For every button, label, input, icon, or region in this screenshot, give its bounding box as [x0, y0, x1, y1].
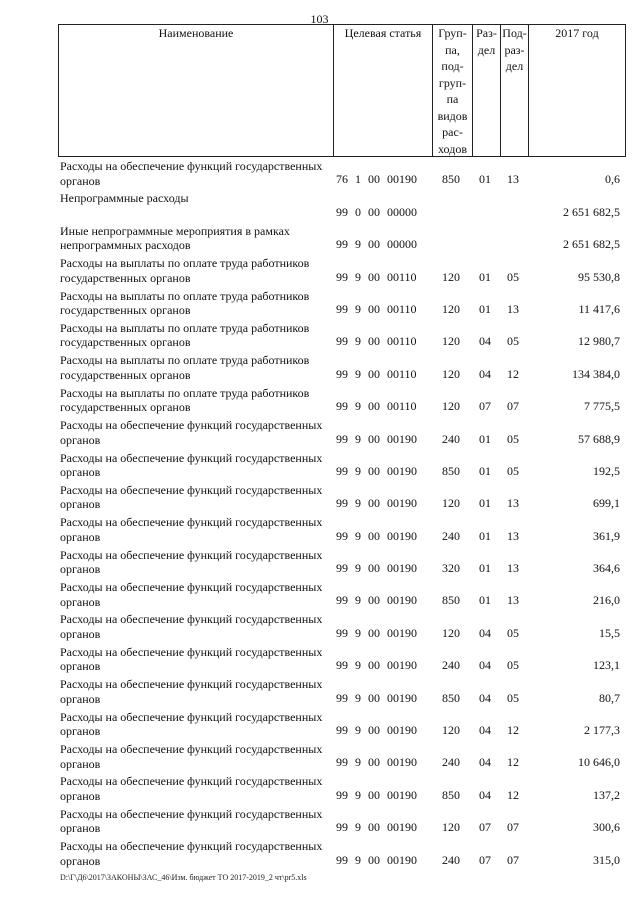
- row-sum: 11 417,6: [578, 301, 620, 316]
- row-sum: 2 651 682,5: [563, 237, 620, 252]
- table-row: [58, 837, 626, 869]
- table-row: [58, 254, 626, 286]
- header-group-line: па: [446, 92, 459, 106]
- row-podrazdel: 13: [507, 301, 519, 316]
- table-row: [58, 610, 626, 642]
- row-group: 850: [442, 463, 460, 478]
- row-podrazdel: 07: [507, 852, 519, 867]
- row-target: 99 9 00 00190: [336, 820, 417, 835]
- row-group: 850: [442, 172, 460, 187]
- row-group: 240: [442, 528, 460, 543]
- row-name: Расходы на обеспечение функций государственных органов: [60, 547, 323, 577]
- row-group: 120: [442, 723, 460, 738]
- row-target: 99 9 00 00000: [336, 237, 417, 252]
- table-row: [58, 513, 626, 545]
- row-razdel: 04: [479, 366, 491, 381]
- table-row: [58, 675, 626, 707]
- row-podrazdel: 13: [507, 528, 519, 543]
- row-group: 120: [442, 301, 460, 316]
- table-row: [58, 287, 626, 319]
- header-year: 2017 год: [528, 25, 625, 156]
- budget-table: [58, 24, 626, 870]
- row-group: 120: [442, 399, 460, 414]
- file-path-footer: D:\Г\Д6\2017\ЗАКОНЫ\ЗАС_46\Изм. бюджет ТО 2017-2019_2 чт\pr5.xls: [60, 873, 307, 882]
- row-razdel: 04: [479, 755, 491, 770]
- header-group-line: ходов: [438, 141, 467, 156]
- row-name: Расходы на обеспечение функций государственных органов: [60, 612, 323, 641]
- row-razdel: 01: [479, 301, 491, 316]
- row-sum: 7 775,5: [584, 399, 620, 414]
- row-name: Расходы на обеспечение функций государственных органов: [60, 774, 323, 803]
- row-sum: 2 177,3: [584, 723, 620, 738]
- table-row: [58, 222, 626, 254]
- header-group: [432, 25, 472, 156]
- row-group: 850: [442, 787, 460, 802]
- row-group: 850: [442, 593, 460, 608]
- row-podrazdel: 05: [507, 658, 519, 673]
- table-row: [58, 384, 626, 416]
- row-target: 99 9 00 00190: [336, 496, 417, 511]
- table-row: [58, 578, 626, 610]
- row-sum: 361,9: [593, 528, 620, 543]
- row-name: Расходы на обеспечение функций государственных органов: [60, 677, 323, 706]
- row-target: 99 9 00 00110: [336, 269, 417, 284]
- row-target: 99 9 00 00110: [336, 366, 417, 381]
- row-name: Расходы на выплаты по оплате труда работников государственных органов: [60, 256, 310, 285]
- row-podrazdel: 13: [507, 593, 519, 608]
- row-name: Расходы на обеспечение функций государственных органов: [60, 418, 323, 447]
- row-name: Расходы на выплаты по оплате труда работников государственных органов: [60, 288, 310, 318]
- row-podrazdel: 12: [507, 755, 519, 770]
- row-name: Расходы на обеспечение функций государственных органов: [60, 482, 323, 512]
- row-razdel: 01: [479, 431, 491, 446]
- table-row: [58, 157, 626, 189]
- table-row: [58, 708, 626, 740]
- page-number: 103: [310, 12, 329, 26]
- row-razdel: 01: [479, 528, 491, 543]
- row-target: 99 9 00 00190: [336, 852, 417, 867]
- header-podrazdel-line: дел: [505, 59, 524, 73]
- row-target: 99 9 00 00190: [336, 528, 417, 543]
- row-group: 320: [442, 561, 460, 576]
- row-razdel: 01: [479, 172, 491, 187]
- table-row: [58, 481, 626, 513]
- row-target: 99 0 00 00000: [336, 204, 417, 219]
- row-podrazdel: 13: [507, 172, 519, 187]
- table-row: [58, 449, 626, 481]
- row-target: 99 9 00 00190: [336, 561, 417, 576]
- row-sum: 137,2: [593, 787, 620, 802]
- row-razdel: 04: [479, 723, 491, 738]
- row-name: Расходы на выплаты по оплате труда работников государственных органов: [60, 320, 310, 350]
- row-sum: 80,7: [599, 690, 620, 705]
- row-sum: 192,5: [593, 463, 620, 478]
- row-podrazdel: 07: [507, 820, 519, 835]
- row-name: Расходы на обеспечение функций государственных органов: [60, 644, 323, 674]
- row-razdel: 04: [479, 787, 491, 802]
- row-target: 99 9 00 00190: [336, 787, 417, 802]
- row-target: 99 9 00 00190: [336, 463, 417, 478]
- row-razdel: 01: [479, 561, 491, 576]
- row-sum: 2 651 682,5: [563, 204, 620, 219]
- header-group-line: рас-: [442, 125, 463, 139]
- row-sum: 364,6: [593, 561, 620, 576]
- row-podrazdel: 13: [507, 496, 519, 511]
- row-group: 240: [442, 852, 460, 867]
- row-sum: 15,5: [599, 625, 620, 640]
- row-name: Расходы на обеспечение функций государственных органов: [60, 839, 323, 868]
- table-header: [58, 24, 626, 157]
- row-razdel: 04: [479, 690, 491, 705]
- row-podrazdel: 05: [507, 463, 519, 478]
- row-target: 99 9 00 00190: [336, 625, 417, 640]
- row-target: 99 9 00 00110: [336, 399, 417, 414]
- header-group-line: груп-: [438, 75, 467, 90]
- row-razdel: 01: [479, 269, 491, 284]
- row-group: 120: [442, 496, 460, 511]
- row-group: 240: [442, 431, 460, 446]
- table-row: [58, 805, 626, 837]
- row-podrazdel: 05: [507, 625, 519, 640]
- row-podrazdel: 05: [507, 334, 519, 349]
- row-name: Расходы на обеспечение функций государственных органов: [60, 709, 323, 739]
- row-name: Расходы на обеспечение функций государственных органов: [60, 515, 323, 544]
- row-podrazdel: 07: [507, 399, 519, 414]
- row-group: 120: [442, 625, 460, 640]
- table-row: [58, 643, 626, 675]
- row-target: 99 9 00 00190: [336, 755, 417, 770]
- row-podrazdel: 12: [507, 366, 519, 381]
- row-sum: 134 384,0: [572, 366, 620, 381]
- row-group: 120: [442, 269, 460, 284]
- table-row: [58, 416, 626, 448]
- table-row: [58, 546, 626, 578]
- row-razdel: 01: [479, 593, 491, 608]
- table-body: [58, 157, 626, 870]
- row-group: 850: [442, 690, 460, 705]
- row-name: Расходы на обеспечение функций государственных органов: [60, 450, 323, 480]
- row-group: 120: [442, 334, 460, 349]
- row-podrazdel: 05: [507, 431, 519, 446]
- row-sum: 300,6: [593, 820, 620, 835]
- row-group: 120: [442, 366, 460, 381]
- row-razdel: 01: [479, 463, 491, 478]
- row-target: 99 9 00 00190: [336, 723, 417, 738]
- table-row: [58, 772, 626, 804]
- row-razdel: 07: [479, 399, 491, 414]
- header-name: Наименование: [158, 26, 234, 40]
- row-target: 99 9 00 00110: [336, 301, 417, 316]
- header-group-line: видов: [437, 108, 468, 123]
- row-sum: 10 646,0: [578, 755, 620, 770]
- row-target: 99 9 00 00190: [336, 690, 417, 705]
- header-podrazdel-line: раз-: [504, 42, 525, 57]
- row-razdel: 07: [479, 820, 491, 835]
- row-name: Расходы на обеспечение функций государственных органов: [60, 806, 323, 836]
- row-target: 99 9 00 00190: [336, 593, 417, 608]
- row-group: 240: [442, 755, 460, 770]
- row-razdel: 07: [479, 852, 491, 867]
- header-razdel-line: дел: [477, 42, 496, 57]
- row-name: Расходы на обеспечение функций государственных органов: [60, 159, 323, 188]
- row-target: 99 9 00 00190: [336, 431, 417, 446]
- row-name: Расходы на обеспечение функций государственных органов: [60, 580, 323, 609]
- header-razdel: [472, 25, 500, 156]
- row-razdel: 04: [479, 625, 491, 640]
- table-row: [58, 740, 626, 772]
- row-razdel: 04: [479, 658, 491, 673]
- header-group-line: па,: [445, 42, 460, 57]
- row-target: 76 1 00 00190: [336, 172, 417, 187]
- row-name: Расходы на выплаты по оплате труда работников государственных органов: [60, 385, 310, 415]
- row-podrazdel: 12: [507, 723, 519, 738]
- table-row: [58, 319, 626, 351]
- row-name: Непрограммные расходы: [60, 191, 189, 206]
- table-row: [58, 189, 626, 221]
- row-podrazdel: 12: [507, 787, 519, 802]
- header-target: Целевая статья: [333, 25, 432, 156]
- row-sum: 699,1: [593, 496, 620, 511]
- header-podrazdel: [500, 25, 528, 156]
- header-podrazdel-line: Под-: [502, 26, 527, 40]
- row-name: Иные непрограммные мероприятия в рамках непрограммных расходов: [60, 223, 290, 253]
- row-sum: 216,0: [593, 593, 620, 608]
- row-sum: 315,0: [593, 852, 620, 867]
- row-group: 120: [442, 820, 460, 835]
- header-group-line: под-: [441, 59, 464, 73]
- row-name: Расходы на выплаты по оплате труда работников государственных органов: [60, 353, 310, 382]
- row-group: 240: [442, 658, 460, 673]
- row-sum: 57 688,9: [578, 431, 620, 446]
- row-name: Расходы на обеспечение функций государственных органов: [60, 742, 323, 771]
- row-sum: 95 530,8: [578, 269, 620, 284]
- row-target: 99 9 00 00190: [336, 658, 417, 673]
- row-razdel: 01: [479, 496, 491, 511]
- table-row: [58, 351, 626, 383]
- header-group-line: Груп-: [438, 26, 467, 40]
- header-razdel-line: Раз-: [476, 26, 497, 40]
- row-target: 99 9 00 00110: [336, 334, 417, 349]
- row-razdel: 04: [479, 334, 491, 349]
- row-sum: 12 980,7: [578, 334, 620, 349]
- row-podrazdel: 13: [507, 561, 519, 576]
- row-podrazdel: 05: [507, 269, 519, 284]
- row-sum: 123,1: [593, 658, 620, 673]
- row-sum: 0,6: [605, 172, 620, 187]
- row-podrazdel: 05: [507, 690, 519, 705]
